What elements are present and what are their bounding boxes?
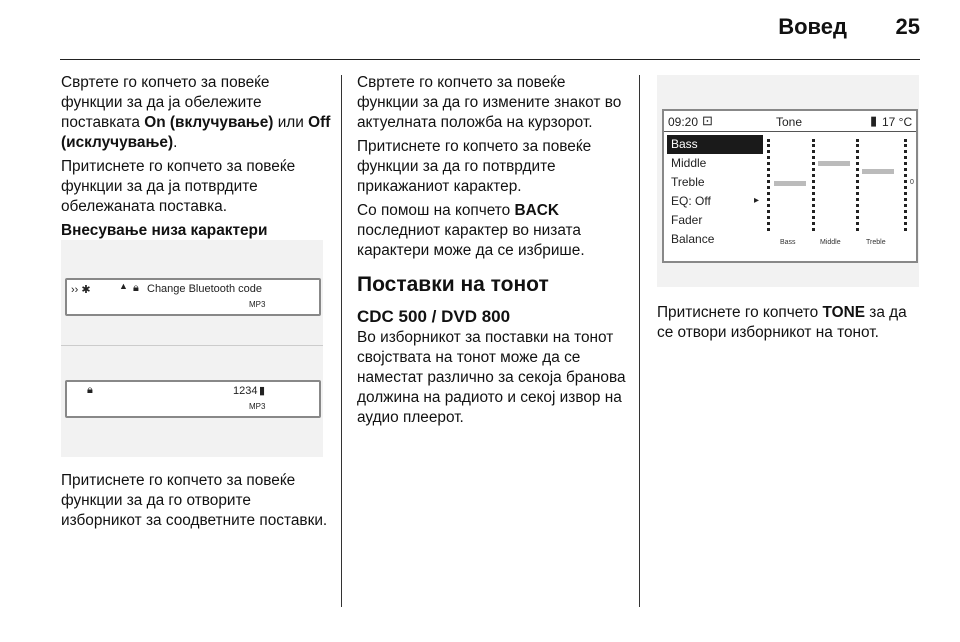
tone-title: Tone [776, 115, 803, 129]
paragraph-confirm-char: Притиснете го копчето за повеќе функции за да го потврдите прикажаниот карактер. [357, 138, 592, 195]
column-divider-2 [639, 75, 640, 607]
phone-icon: ▮ [870, 113, 878, 128]
submenu-arrow-icon: ▸ [754, 195, 760, 206]
treble-scale [856, 139, 862, 231]
bass-scale [767, 139, 773, 231]
code-value: 1234 [233, 385, 258, 397]
paragraph-confirm-setting: Притиснете го копчето за повеќе функции за да ја потврдите обележаната поставка. [61, 158, 296, 215]
lock-icon: 🔒︎ [133, 282, 139, 294]
column-2 [357, 73, 627, 432]
bass-axis-label: Bass [780, 239, 796, 246]
header-divider [60, 59, 920, 60]
paragraph-open-menu: Притиснете го копчето за повеќе функции за да го отворите изборникот за соодветните поставки. [61, 472, 328, 529]
cursor-block-icon: ▮ [259, 385, 266, 397]
middle-scale [812, 139, 818, 231]
section-heading-char-input: Внесување низа карактери [61, 222, 268, 239]
paragraph-change-char: Свртете го копчето за повеќе функции за да го измените знакот во актуелната положба на курзорот. [357, 74, 622, 131]
back-key: BACK [514, 202, 559, 219]
treble-level-bar [862, 169, 894, 174]
menu-item-fader[interactable]: Fader [671, 213, 703, 227]
tone-display [662, 109, 918, 263]
subheading-models: CDC 500 / DVD 800 [357, 307, 511, 326]
menu-item-eq[interactable]: EQ: Off [671, 194, 711, 208]
bass-level-bar [774, 181, 806, 186]
column-1 [61, 73, 331, 245]
clock: 09:20 [668, 115, 699, 129]
audio-source: MP3 [249, 402, 266, 411]
paragraph-tone-key: Притиснете го копчето TONE за да се отвори изборникот на тонот. [657, 304, 907, 341]
lock-icon: 🔒︎ [87, 384, 93, 396]
clock-icon: ⊡ [702, 113, 713, 128]
bluetooth-code-illustration [61, 240, 323, 457]
middle-axis-label: Middle [820, 239, 841, 246]
paragraph-tone-settings: Во изборникот за поставки на тонот својствата на тонот може да се наместат различно за секоја бранова должина на радиото и секој извор на аудио плеерот. [357, 329, 626, 426]
menu-item-treble[interactable]: Treble [671, 175, 705, 189]
figure-separator [61, 345, 323, 346]
audio-source: MP3 [249, 300, 266, 309]
display-code-entry [65, 380, 321, 418]
page-section-title: Вовед [778, 14, 847, 39]
arrow-up-icon: ▲ [119, 281, 128, 291]
status-icons: ›› ✱ [71, 284, 91, 296]
paragraph-select-setting: Свртете го копчето за повеќе функции за да ја обележите поставката On (вклучување) или Off (исклучување). [61, 74, 331, 151]
status-divider [664, 131, 916, 132]
section-heading-tone: Поставки на тонот [357, 273, 549, 296]
off-option: Off (исклучување) [61, 114, 331, 151]
column-3 [657, 303, 927, 347]
menu-item-balance[interactable]: Balance [671, 232, 715, 246]
menu-item-middle[interactable]: Middle [671, 156, 707, 170]
page-number: 25 [895, 14, 920, 39]
paragraph-back-key: Со помош на копчето BACK последниот карактер во низата карактери може да се избрише. [357, 202, 585, 259]
change-code-text: Change Bluetooth code [147, 283, 262, 295]
column-1-bottom [61, 471, 331, 535]
tone-menu [667, 135, 763, 249]
tone-key: TONE [822, 304, 865, 321]
on-option: On (вклучување) [144, 114, 274, 131]
menu-item-bass[interactable]: Bass [667, 135, 763, 154]
temperature: 17 °C [882, 115, 913, 129]
treble-axis-label: Treble [866, 239, 886, 246]
display-change-code [65, 278, 321, 316]
tone-screen-illustration [657, 75, 919, 287]
column-divider-1 [341, 75, 342, 607]
zero-level-label: 0 [910, 179, 914, 186]
middle-level-bar [818, 161, 850, 166]
